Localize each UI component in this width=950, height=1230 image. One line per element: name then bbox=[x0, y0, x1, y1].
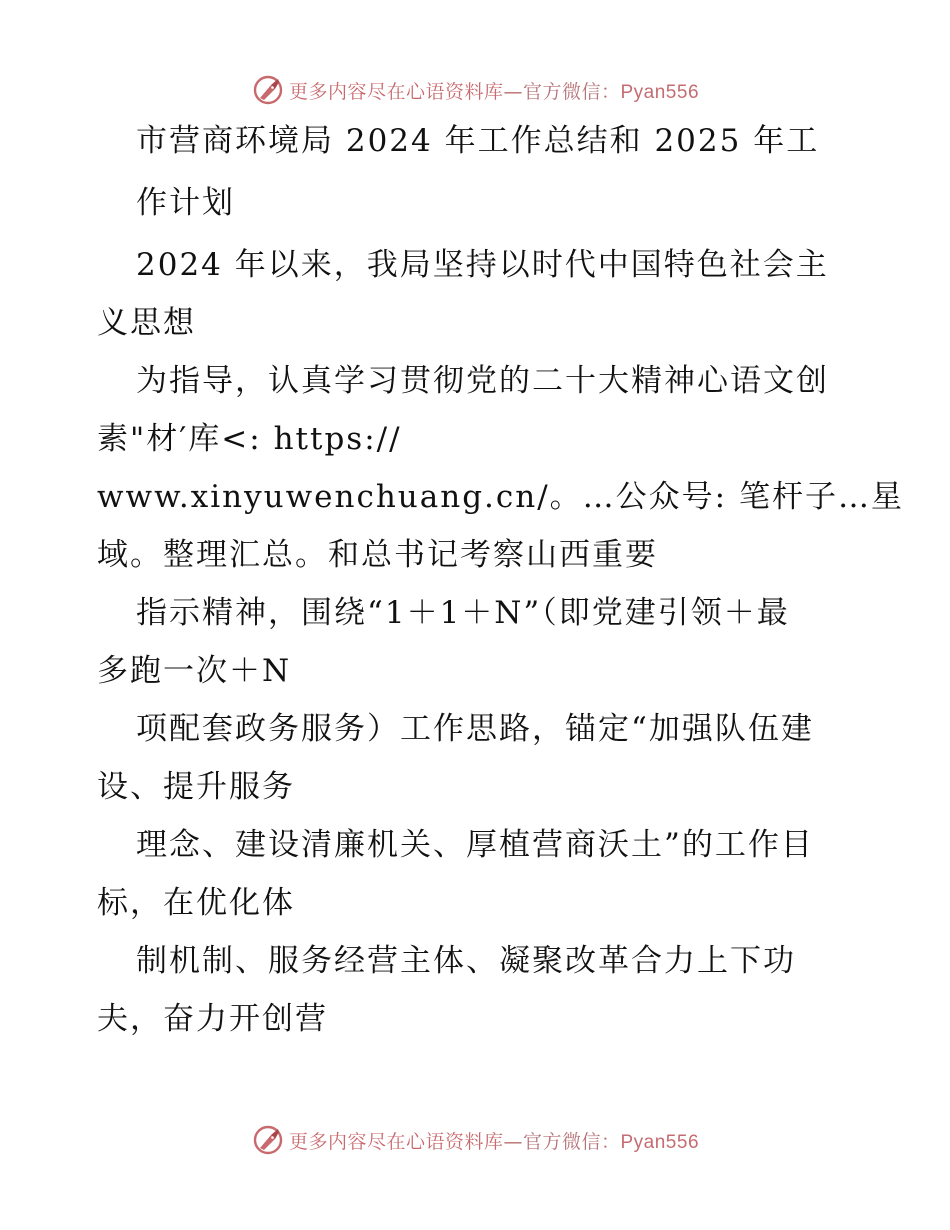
watermark-wechat-label: 官方微信： bbox=[522, 80, 621, 103]
pen-nib-logo-icon bbox=[251, 73, 285, 107]
paragraph-line: 理念、建设清廉机关、厚植营商沃土”的工作目 bbox=[136, 827, 814, 863]
watermark-text bbox=[289, 1127, 699, 1154]
paragraph-line: 项配套政务服务）工作思路，锚定“加强队伍建 bbox=[136, 711, 814, 747]
paragraph-line: 域。整理汇总。和总书记考察山西重要 bbox=[97, 537, 658, 573]
paragraph-line: 标，在优化体 bbox=[97, 885, 295, 921]
watermark-text bbox=[289, 77, 699, 104]
pen-nib-logo-icon bbox=[251, 1123, 285, 1157]
watermark-wechat-label: 官方微信： bbox=[522, 1130, 621, 1153]
watermark-wechat-id: Pyan556 bbox=[620, 81, 700, 103]
watermark-wechat-id: Pyan556 bbox=[620, 1131, 700, 1153]
watermark-main-text: 更多内容尽在心语资料库 bbox=[288, 1130, 504, 1153]
document-title-line-2: 作计划 bbox=[136, 185, 235, 221]
watermark-group bbox=[251, 73, 699, 107]
paragraph-line: 多跑一次＋N bbox=[97, 653, 292, 689]
header-watermark bbox=[0, 70, 950, 110]
paragraph-line: 义思想 bbox=[97, 305, 196, 341]
paragraph-line: 设、提升服务 bbox=[97, 769, 295, 805]
watermark-dash: — bbox=[503, 80, 523, 103]
paragraph-line: 夫，奋力开创营 bbox=[97, 1001, 328, 1037]
document-title-line-1: 市营商环境局 2024 年工作总结和 2025 年工 bbox=[136, 123, 820, 159]
watermark-group bbox=[251, 1123, 699, 1157]
paragraph-line: 制机制、服务经营主体、凝聚改革合力上下功 bbox=[136, 943, 796, 979]
paragraph-line: 为指导，认真学习贯彻党的二十大精神心语文创 bbox=[136, 363, 829, 399]
paragraph-line: 素"材′库<: https:// bbox=[97, 421, 402, 457]
watermark-dash: — bbox=[503, 1130, 523, 1153]
footer-watermark bbox=[0, 1120, 950, 1160]
paragraph-line: 2024 年以来，我局坚持以时代中国特色社会主 bbox=[136, 247, 829, 283]
paragraph-line: 指示精神，围绕“1＋1＋N”（即党建引领＋最 bbox=[136, 595, 790, 631]
watermark-main-text: 更多内容尽在心语资料库 bbox=[288, 80, 504, 103]
paragraph-line: www.xinyuwenchuang.cn/。…公众号: 笔杆子…星 bbox=[97, 479, 904, 515]
